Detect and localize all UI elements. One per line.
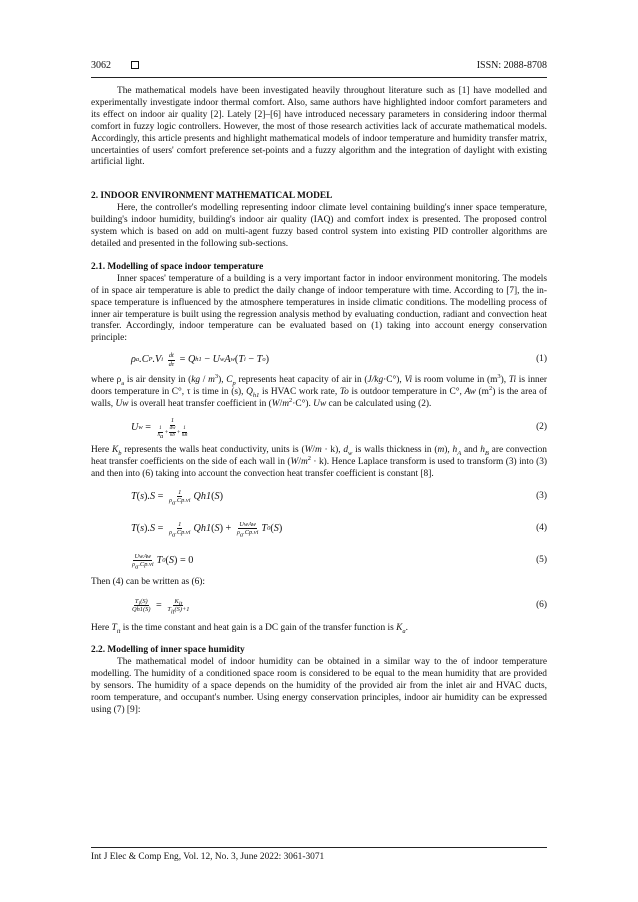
equation-2-number: (2) bbox=[536, 421, 547, 432]
page-number: 3062 bbox=[91, 60, 111, 71]
running-header bbox=[91, 60, 547, 74]
equation-3-number: (3) bbox=[536, 490, 547, 501]
section-2-2-paragraph: The mathematical model of indoor humidity can be obtained in a similar way to the of indoor temperature modelling. The humidity of a conditioned space room is considered to be equal to the mean humidity that are provided by sensors. The humidity of a space depends on the humidity of the provided air from the inlet air and HVAC ducts, room temperature, and occupant's number. Using energy conservation principles, indoor air humidity can be expressed using (7) [9]: bbox=[91, 657, 547, 715]
section-2-1-heading: 2.1. Modelling of space indoor temperature bbox=[91, 261, 264, 272]
section-2-2-heading: 2.2. Modelling of inner space humidity bbox=[91, 645, 245, 656]
section-2-1-paragraph: Inner spaces' temperature of a building is a very important factor in indoor environment monitoring. The models of in space air temperature is able to predict the daily change of indoor temperature with time. According to [7], the in-space temperature is influenced by the atmosphere temperatures in inside climatic conditions. The modelling process of inner air temperature is built using the regression analysis method by evaluating conduction, radiant and convection heat transfer. Accordingly, indoor temperature can be evaluated based on (1) taking into account energy conservation principle: bbox=[91, 273, 547, 344]
intro-paragraph: The mathematical models have been investigated heavily throughout literature such as [1] have modelled and experimentally investigate indoor thermal comfort. Also, same authors have highlighted indoor comfort parameters and its effect on indoor air quality [2]. Lately [2]–[6] have introduced necessary parameters in considering indoor thermal comfort in fuzzy logic controllers. However, the most of those research activities lack of accurate mathematical models. Accordingly, this article presents and highlight mathematical models of indoor temperature and humidity transfer matrix, uncertainties of users' comfort preference set-points and a fuzzy algorithm and the integration of daylight with existing artificial light. bbox=[91, 86, 547, 168]
footer-rule bbox=[91, 847, 547, 848]
equation-1: ρ a .C P .V i $\frac{dt}{d\tau}$ = Q h1 − U w A w ( T i − T o ) (1) bbox=[131, 352, 547, 368]
then-text: Then (4) can be written as (6): bbox=[91, 576, 206, 587]
equation-5: $\frac{\text{UwAw}}{\rho_a.Cp.vi}$ T 0 ( S ) = 0 (5) bbox=[132, 552, 547, 571]
equation-4-number: (4) bbox=[536, 522, 547, 533]
eq1-variables-paragraph: where $\rho_a$ is air density in $(kg / m^3)$, $C_p$ represents heat capacity of air in (J/kg·C°), Vi is room volume in $(m^3)$, Ti is inner doors temperature in C°, τ is time in (s), $Q_{h1}$ is HVAC work rate, To is outdoor temperature in C°, Aw $(m^2)$ is the area of walls, Uw is overall heat transfer coefficient in $(W/m^2\cdot C^\circ)$. Uw can be calculated using (2). bbox=[91, 373, 547, 410]
square-bullet-icon bbox=[131, 61, 139, 69]
equation-3: T ( s ) .S = $\frac{1}{\rho_a.Cp.vi}$ Qh1 ( S ) (3) bbox=[131, 488, 547, 507]
section-2-heading: 2. INDOOR ENVIRONMENT MATHEMATICAL MODEL bbox=[91, 191, 333, 202]
eq2-variables-paragraph: Here $K_b$ represents the walls heat conductivity, units is (W/m · k), $d_w$ is walls thickness in (m), $h_A$ and $h_B$ are convection heat transfer coefficients on the side of each wall in $(W/m^2 \cdot k)$. Hence Laplace transform is used to transform (3) into (3) and then into (6) taking into account the convection heat transfer coefficient is constant [8]. bbox=[91, 444, 548, 479]
equation-4: T ( s ) .S = $\frac{1}{\rho_a.Cp.vi}$ Qh1 ( S ) + $\frac{\text{UwAw}}{\rho_a.Cp.vi}$ T 0 ( S ) (4) bbox=[131, 520, 547, 539]
issn-label: ISSN: 2088-8708 bbox=[476, 60, 547, 71]
page-body bbox=[91, 86, 547, 717]
equation-5-number: (5) bbox=[536, 554, 547, 565]
equation-1-number: (1) bbox=[536, 354, 547, 365]
running-footer: Int J Elec & Comp Eng, Vol. 12, No. 3, June 2022: 3061-3071 bbox=[91, 852, 325, 862]
equation-2: U w = 1 $\frac{1}{h_a}$ + $\frac{dw}{kb}$ + $\frac{1}{hB}$ (2) bbox=[131, 417, 547, 440]
header-rule bbox=[91, 77, 547, 78]
eq6-variables-paragraph: Here $T_{it}$ is the time constant and heat gain is a DC gain of the transfer function is $K_a$. bbox=[91, 622, 408, 635]
section-2-paragraph: Here, the controller's modelling representing indoor climate level containing building's inner space temperature, building's indoor humidity, building's indoor air quality (IAQ) and comfort index is presented. The proposed control system which is based on add on multi-agent fuzzy based control system into existing PID controller algorithms are detailed and presented in the following sub-sections. bbox=[91, 203, 547, 249]
equation-6: $\frac{T_i(S)}{Qh1(S)}$ = $\frac{K_{it}}{T_{it}(S)+1}$ (6) bbox=[132, 597, 547, 616]
equation-6-number: (6) bbox=[536, 599, 547, 610]
